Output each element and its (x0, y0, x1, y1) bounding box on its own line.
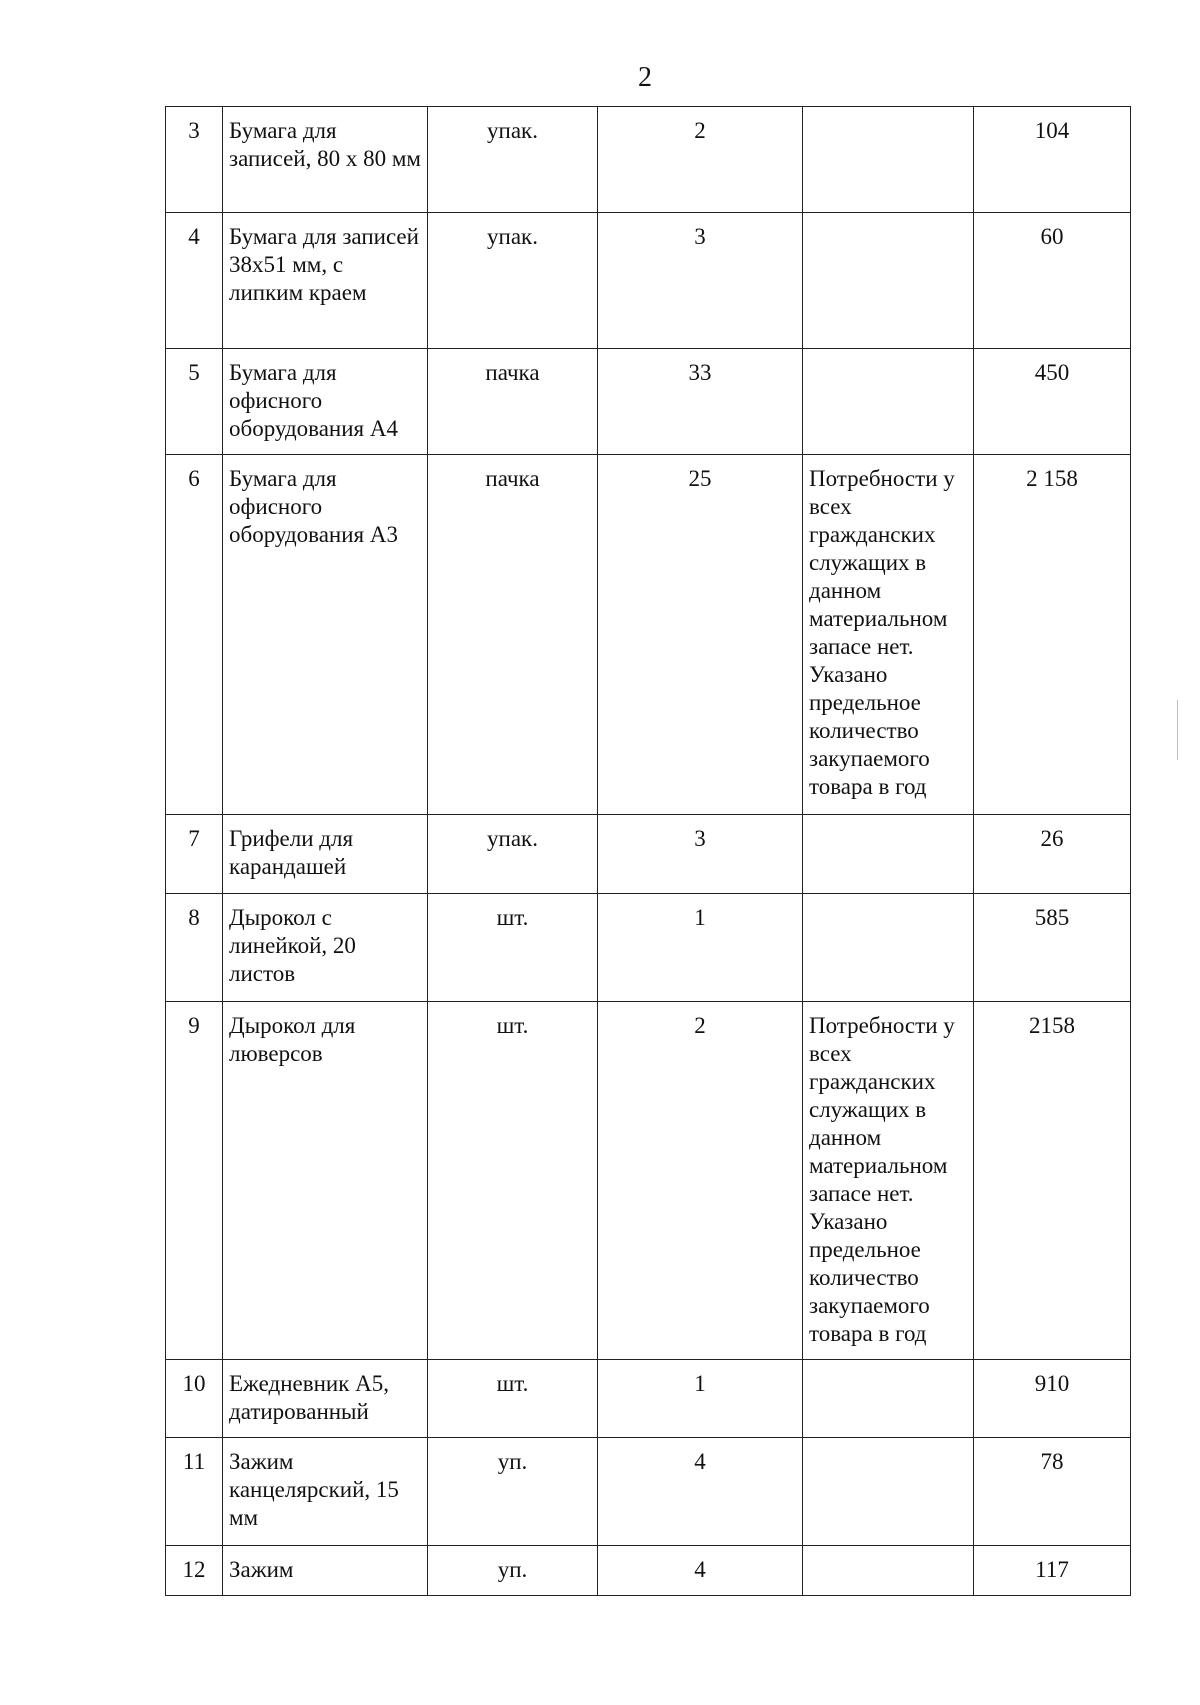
price-cell: 26 (974, 815, 1131, 894)
row-number-cell: 4 (166, 213, 223, 349)
item-name-cell: Дырокол с линейкой, 20 листов (223, 894, 428, 1002)
table-row (166, 894, 1131, 1002)
table-row (166, 349, 1131, 455)
item-name-cell: Бумага для офисного оборудования А4 (223, 349, 428, 455)
quantity-cell: 4 (598, 1546, 803, 1596)
price-cell: 60 (974, 213, 1131, 349)
quantity-cell: 2 (598, 1002, 803, 1360)
item-name-cell: Ежедневник А5, датированный (223, 1360, 428, 1438)
table-row (166, 107, 1131, 213)
note-cell (803, 1438, 974, 1546)
note-cell (803, 1360, 974, 1438)
page-number: 2 (638, 62, 652, 93)
row-number-cell: 6 (166, 455, 223, 815)
row-number-cell: 3 (166, 107, 223, 213)
unit-cell: упак. (428, 213, 598, 349)
note-cell (803, 894, 974, 1002)
item-name-cell: Зажим (223, 1546, 428, 1596)
supplies-table-body (166, 107, 1131, 1596)
quantity-cell: 1 (598, 894, 803, 1002)
note-cell (803, 107, 974, 213)
supplies-table (165, 106, 1131, 1596)
row-number-cell: 10 (166, 1360, 223, 1438)
note-cell: Потребности у всех гражданских служащих в данном материальном запасе нет. Указано предельное количество закупаемого товара в год (803, 1002, 974, 1360)
quantity-cell: 33 (598, 349, 803, 455)
table-row (166, 1002, 1131, 1360)
quantity-cell: 3 (598, 213, 803, 349)
note-cell (803, 213, 974, 349)
quantity-cell: 2 (598, 107, 803, 213)
scan-artifact-line (1177, 700, 1178, 760)
unit-cell: шт. (428, 894, 598, 1002)
item-name-cell: Грифели для карандашей (223, 815, 428, 894)
item-name-cell: Бумага для записей 38х51 мм, с липким краем (223, 213, 428, 349)
note-cell (803, 1546, 974, 1596)
quantity-cell: 1 (598, 1360, 803, 1438)
unit-cell: упак. (428, 815, 598, 894)
note-cell (803, 349, 974, 455)
price-cell: 910 (974, 1360, 1131, 1438)
note-cell (803, 815, 974, 894)
price-cell: 104 (974, 107, 1131, 213)
quantity-cell: 4 (598, 1438, 803, 1546)
item-name-cell: Бумага для записей, 80 х 80 мм (223, 107, 428, 213)
price-cell: 117 (974, 1546, 1131, 1596)
table-row (166, 1546, 1131, 1596)
unit-cell: шт. (428, 1002, 598, 1360)
quantity-cell: 3 (598, 815, 803, 894)
unit-cell: шт. (428, 1360, 598, 1438)
price-cell: 2 158 (974, 455, 1131, 815)
table-row (166, 815, 1131, 894)
price-cell: 450 (974, 349, 1131, 455)
table-row (166, 1360, 1131, 1438)
row-number-cell: 12 (166, 1546, 223, 1596)
unit-cell: пачка (428, 455, 598, 815)
row-number-cell: 9 (166, 1002, 223, 1360)
table-row (166, 1438, 1131, 1546)
price-cell: 585 (974, 894, 1131, 1002)
row-number-cell: 11 (166, 1438, 223, 1546)
unit-cell: уп. (428, 1438, 598, 1546)
unit-cell: уп. (428, 1546, 598, 1596)
row-number-cell: 7 (166, 815, 223, 894)
item-name-cell: Дырокол для люверсов (223, 1002, 428, 1360)
item-name-cell: Зажим канцелярский, 15 мм (223, 1438, 428, 1546)
price-cell: 78 (974, 1438, 1131, 1546)
row-number-cell: 8 (166, 894, 223, 1002)
price-cell: 2158 (974, 1002, 1131, 1360)
note-cell: Потребности у всех гражданских служащих в данном материальном запасе нет. Указано предельное количество закупаемого товара в год (803, 455, 974, 815)
table-row (166, 213, 1131, 349)
unit-cell: упак. (428, 107, 598, 213)
item-name-cell: Бумага для офисного оборудования А3 (223, 455, 428, 815)
unit-cell: пачка (428, 349, 598, 455)
row-number-cell: 5 (166, 349, 223, 455)
quantity-cell: 25 (598, 455, 803, 815)
table-row (166, 455, 1131, 815)
